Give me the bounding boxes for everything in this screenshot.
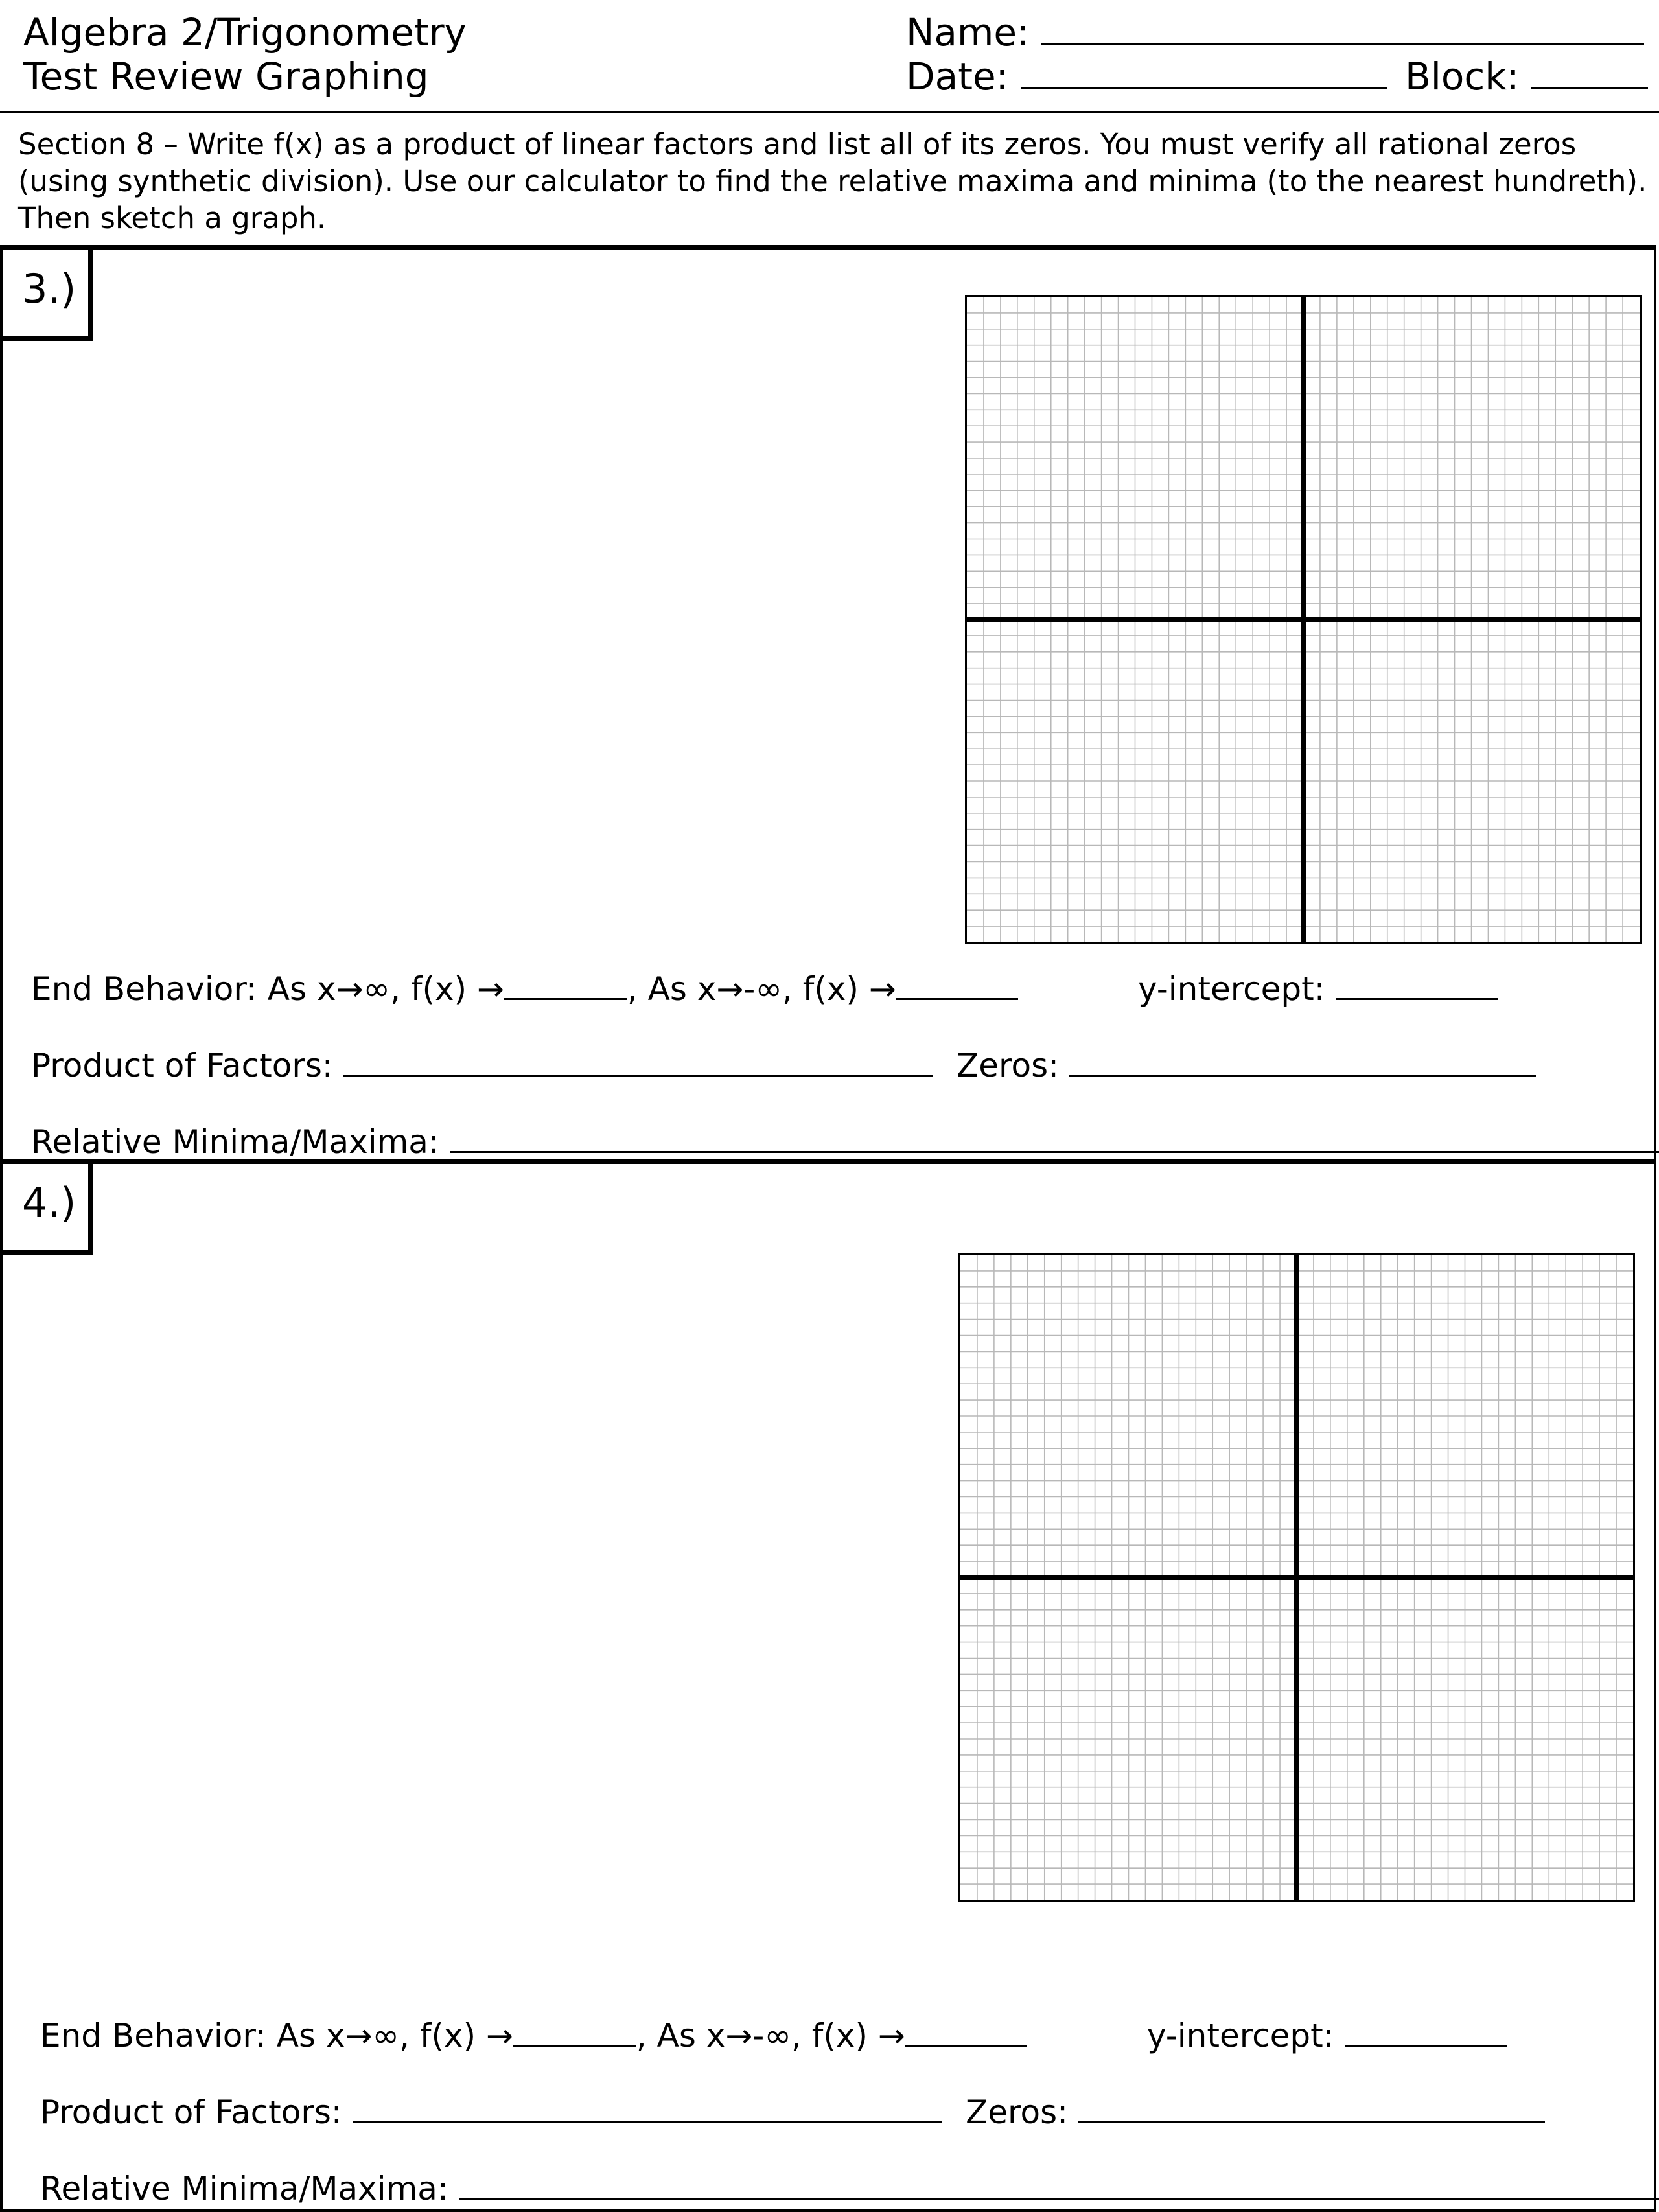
end-behavior-pos-blank[interactable] [513,2045,636,2047]
block-label: Block: [1405,54,1520,99]
problem-number-box: 4.) [3,1164,93,1255]
coordinate-plane [960,1255,1633,1900]
date-label: Date: [906,54,1009,99]
product-of-factors-row [31,1046,933,1085]
header-divider [0,111,1659,113]
instructions-line-2: (using synthetic division). Use our calculator to find the relative maxima and minima (to the nearest hundreth). [18,164,1647,198]
problem-3-section [0,245,1656,1164]
instructions-line-3: Then sketch a graph. [18,201,327,235]
date-field [906,54,1387,99]
zeros-row [957,1046,1536,1085]
end-behavior-row [31,970,1018,1008]
end-behavior-label-neg: , As x→-∞, f(x) → [627,970,896,1008]
block-blank[interactable] [1531,87,1648,89]
end-behavior-label-pos: End Behavior: As x→∞, f(x) → [40,2017,513,2055]
name-field [906,10,1644,54]
zeros-blank[interactable] [1069,1075,1536,1077]
end-behavior-row [40,2016,1027,2055]
instructions-line-1: Section 8 – Write f(x) as a product of linear factors and list all of its zeros. You must verify all rational zeros [18,127,1577,161]
problem-number-box: 3.) [3,250,93,341]
y-intercept-blank[interactable] [1345,2045,1507,2047]
zeros-label: Zeros: [966,2093,1068,2131]
y-intercept-label: y-intercept: [1138,970,1325,1008]
end-behavior-label-neg: , As x→-∞, f(x) → [636,2017,905,2055]
relative-min-max-row [40,2169,1659,2208]
y-intercept-label: y-intercept: [1147,2017,1334,2055]
y-intercept-row [1138,970,1498,1008]
product-of-factors-row [40,2093,942,2132]
end-behavior-pos-blank[interactable] [504,998,627,1000]
date-blank[interactable] [1021,87,1387,89]
y-intercept-row [1147,2016,1507,2055]
end-behavior-label-pos: End Behavior: As x→∞, f(x) → [31,970,504,1008]
block-field [1405,54,1648,99]
relative-min-max-blank[interactable] [450,1151,1659,1153]
end-behavior-neg-blank[interactable] [896,998,1018,1000]
course-title: Algebra 2/Trigonometry [23,10,467,54]
zeros-row [966,2093,1545,2132]
product-of-factors-label: Product of Factors: [31,1047,333,1084]
end-behavior-neg-blank[interactable] [905,2045,1027,2047]
problem-4-section [0,1159,1656,2212]
relative-min-max-label: Relative Minima/Maxima: [40,2170,448,2207]
product-of-factors-blank[interactable] [343,1075,933,1077]
worksheet-title: Test Review Graphing [23,54,429,99]
product-of-factors-label: Product of Factors: [40,2093,342,2131]
relative-min-max-row [31,1123,1659,1161]
name-blank[interactable] [1041,43,1644,45]
zeros-blank[interactable] [1078,2121,1545,2123]
coordinate-plane [967,297,1640,942]
relative-min-max-blank[interactable] [459,2198,1659,2200]
product-of-factors-blank[interactable] [353,2121,942,2123]
graph-grid[interactable] [965,295,1642,944]
relative-min-max-label: Relative Minima/Maxima: [31,1123,439,1161]
name-label: Name: [906,10,1030,54]
graph-grid[interactable] [958,1253,1635,1902]
zeros-label: Zeros: [957,1047,1059,1084]
y-intercept-blank[interactable] [1336,998,1498,1000]
